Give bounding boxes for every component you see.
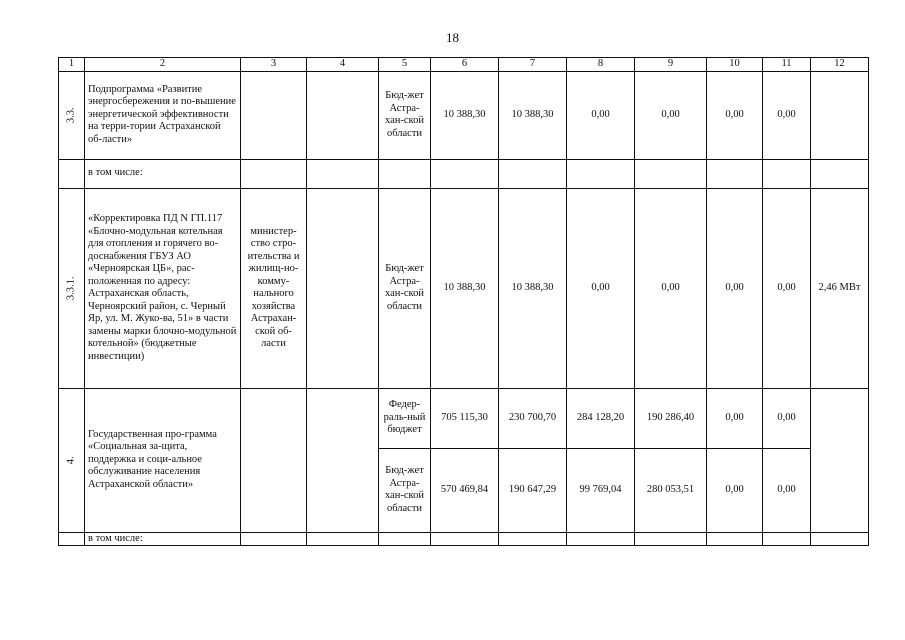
including-label: в том числе:	[85, 532, 241, 546]
header-row	[59, 58, 869, 72]
value-col7: 190 647,29	[499, 448, 567, 532]
col-header: 11	[763, 58, 811, 72]
row-number: 3.3.	[65, 107, 77, 123]
value-col8: 284 128,20	[567, 388, 635, 448]
funding-source: Бюд-жет Астра-хан-ской области	[379, 448, 431, 532]
row-number: 3.3.1.	[65, 276, 77, 300]
col-header: 10	[707, 58, 763, 72]
program-name: Подпрограмма «Развитие энергосбережения и по-вышение энергетической эффективности на терри-тории Астраханской об-ласти»	[85, 71, 241, 159]
executor: министер-ство стро-ительства и жилищ-но-комму-нального хозяйства Астрахан-ской об-ласти	[241, 188, 307, 388]
including-label: в том числе:	[85, 159, 241, 188]
col-header: 3	[241, 58, 307, 72]
value-col10: 0,00	[707, 388, 763, 448]
value-col11: 0,00	[763, 448, 811, 532]
col-header: 9	[635, 58, 707, 72]
col-header: 6	[431, 58, 499, 72]
value-col11: 0,00	[763, 388, 811, 448]
value-col7: 10 388,30	[499, 71, 567, 159]
value-col7: 10 388,30	[499, 188, 567, 388]
value-col11: 0,00	[763, 188, 811, 388]
value-col12	[811, 388, 869, 532]
col4-value	[307, 188, 379, 388]
value-col6: 10 388,30	[431, 71, 499, 159]
col-header: 8	[567, 58, 635, 72]
program-name: «Корректировка ПД N ГП.117 «Блочно-модульная котельная для отопления и горячего во-доснабжения ГБУЗ АО «Черноярская ЦБ», рас-положенная по адресу: Астраханская область, Черноярский район, с. Черный Яр, ул. М. Жуко-ва, 51» в части замены марки блочно-модульной котельной» (бюджетные инвестиции)	[85, 188, 241, 388]
value-col8: 99 769,04	[567, 448, 635, 532]
value-col6: 10 388,30	[431, 188, 499, 388]
value-col6: 705 115,30	[431, 388, 499, 448]
executor	[241, 71, 307, 159]
col-header: 4	[307, 58, 379, 72]
funding-source: Бюд-жет Астра-хан-ской области	[379, 188, 431, 388]
value-col8: 0,00	[567, 71, 635, 159]
value-col9: 0,00	[635, 188, 707, 388]
value-col10: 0,00	[707, 71, 763, 159]
table-row	[59, 388, 869, 448]
row-number-cell	[59, 188, 85, 388]
value-col9: 280 053,51	[635, 448, 707, 532]
value-col12: 2,46 МВт	[811, 188, 869, 388]
including-row	[59, 159, 869, 188]
budget-table	[58, 57, 869, 546]
value-col11: 0,00	[763, 71, 811, 159]
col-header: 5	[379, 58, 431, 72]
value-col6: 570 469,84	[431, 448, 499, 532]
page-number: 18	[446, 30, 459, 45]
value-col10: 0,00	[707, 448, 763, 532]
col4-value	[307, 71, 379, 159]
row-number-cell	[59, 388, 85, 532]
row-number-cell	[59, 71, 85, 159]
value-col7: 230 700,70	[499, 388, 567, 448]
table-row	[59, 188, 869, 388]
including-row	[59, 532, 869, 546]
table-row	[59, 71, 869, 159]
value-col9: 0,00	[635, 71, 707, 159]
funding-source: Федер-раль-ный бюджет	[379, 388, 431, 448]
row-number: 4.	[65, 456, 77, 464]
value-col8: 0,00	[567, 188, 635, 388]
value-col10: 0,00	[707, 188, 763, 388]
value-col9: 190 286,40	[635, 388, 707, 448]
col4-value	[307, 388, 379, 532]
col-header: 7	[499, 58, 567, 72]
value-col12	[811, 71, 869, 159]
col-header: 1	[59, 58, 85, 72]
col-header: 2	[85, 58, 241, 72]
funding-source: Бюд-жет Астра-хан-ской области	[379, 71, 431, 159]
program-name: Государственная про-грамма «Социальная за-щита, поддержка и соци-альное обслуживание населения Астраханской области»	[85, 388, 241, 532]
col-header: 12	[811, 58, 869, 72]
executor	[241, 388, 307, 532]
